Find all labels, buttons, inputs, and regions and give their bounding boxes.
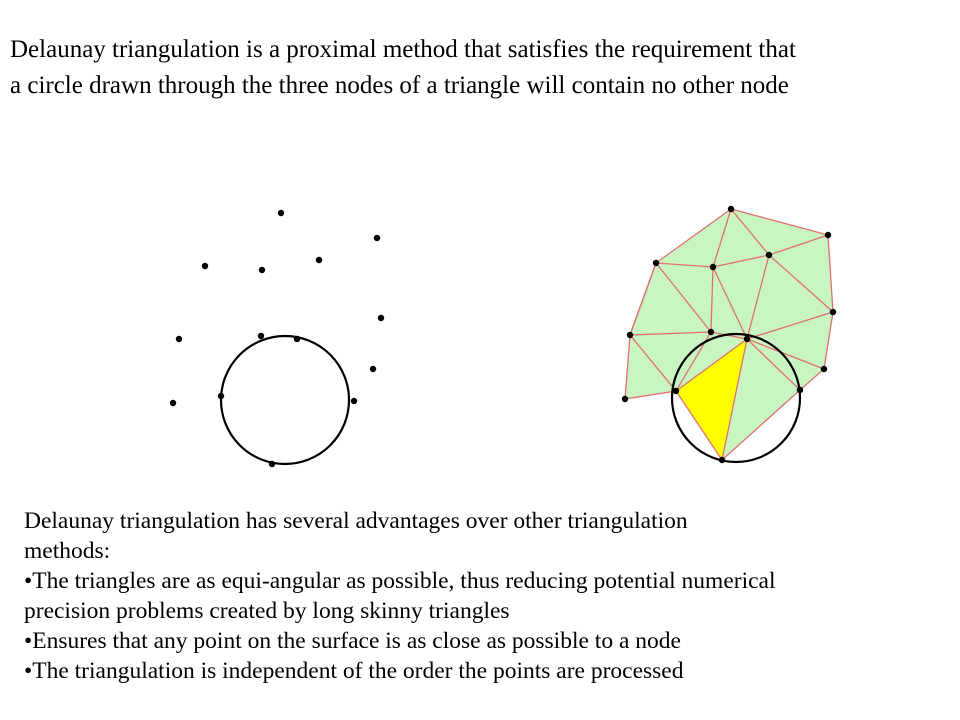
node	[653, 260, 659, 266]
node	[370, 366, 376, 372]
node	[278, 210, 284, 216]
bullet-order-independent: •The triangulation is independent of the order the points are processed	[24, 658, 684, 684]
node	[622, 396, 628, 402]
node	[766, 252, 772, 258]
node	[218, 393, 224, 399]
advantages-text	[24, 506, 944, 686]
empty-circumcircle	[221, 336, 349, 464]
node	[258, 333, 264, 339]
intro-line-1: Delaunay triangulation is a proximal method that satisfies the requirement that	[10, 36, 796, 63]
node	[351, 398, 357, 404]
point-set-panel	[170, 210, 384, 467]
node	[719, 457, 725, 463]
node	[744, 336, 750, 342]
node	[202, 263, 208, 269]
node	[673, 388, 679, 394]
node	[176, 336, 182, 342]
node	[374, 235, 380, 241]
node	[259, 267, 265, 273]
node	[627, 332, 633, 338]
node	[294, 336, 300, 342]
node	[797, 387, 803, 393]
advantages-line-1: Delaunay triangulation has several advantages over other triangulation	[24, 508, 688, 534]
bullet-equi-angular-cont: precision problems created by long skinny triangles	[24, 598, 510, 624]
node	[830, 309, 836, 315]
node	[710, 264, 716, 270]
node	[825, 232, 831, 238]
node	[378, 315, 384, 321]
bullet-equi-angular: •The triangles are as equi-angular as possible, thus reducing potential numerical	[24, 568, 776, 594]
triangulation-panel	[622, 206, 836, 463]
node	[708, 329, 714, 335]
node	[269, 461, 275, 467]
advantages-line-2: methods:	[24, 538, 111, 564]
intro-line-2: a circle drawn through the three nodes of a triangle will contain no other node	[10, 72, 789, 99]
bullet-close-to-node: •Ensures that any point on the surface is as close as possible to a node	[24, 628, 681, 654]
node	[170, 400, 176, 406]
node	[728, 206, 734, 212]
node	[821, 366, 827, 372]
node	[316, 257, 322, 263]
